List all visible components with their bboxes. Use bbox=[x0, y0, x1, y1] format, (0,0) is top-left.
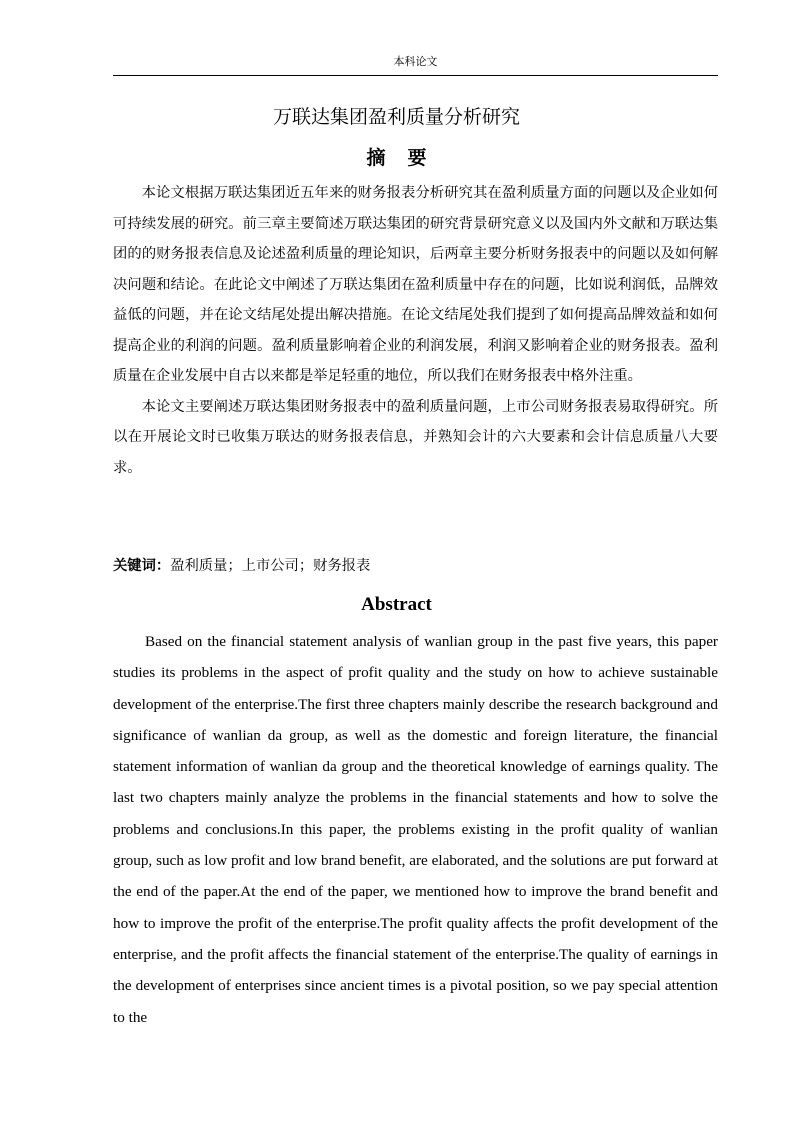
header-text: 本科论文 bbox=[393, 55, 438, 68]
abstract-paragraph-cn: 本论文根据万联达集团近五年来的财务报表分析研究其在盈利质量方面的问题以及企业如何可持续发展的研究。前三章主要简述万联达集团的研究背景研究意义以及国内外文献和万联达集团的的财务报表信息及论述盈利质量的理论知识，后两章主要分析财务报表中的问题以及如何解决问题和结论。在此论文中阐述了万联达集团在盈利质量中存在的问题，比如说利润低，品牌效益低的问题，并在论文结尾处提出解决措施。在论文结尾处我们提到了如何提高品牌效益和如何提高企业的利润的问题。盈利质量影响着企业的利润发展，利润又影响着企业的财务报表。盈利质量在企业发展中自古以来都是举足轻重的地位，所以我们在财务报表中格外注重。 bbox=[113, 185, 718, 384]
paper-title-cn: 万联达集团盈利质量分析研究 bbox=[272, 106, 520, 128]
abstract-body-cn bbox=[113, 178, 718, 483]
keywords-line bbox=[113, 553, 718, 579]
abstract-heading-cn: 摘要 bbox=[366, 147, 449, 169]
abstract-heading-en: Abstract bbox=[361, 594, 432, 615]
keywords-label: 关键词： bbox=[113, 558, 171, 574]
abstract-paragraph-cn: 本论文主要阐述万联达集团财务报表中的盈利质量问题，上市公司财务报表易取得研究。所以在开展论文时已收集万联达的财务报表信息，并熟知会计的六大要素和会计信息质量八大要求。 bbox=[113, 398, 718, 476]
keywords-text: 盈利质量；上市公司；财务报表 bbox=[170, 558, 371, 574]
abstract-body-en: Based on the financial statement analysis of wanlian group in the past five years, this paper studies its problems in the aspect of profit quality and the study on how to achieve sustainable development of the enterprise.The first three chapters mainly describe the research background and significance of wanlian da group, as well as the domestic and foreign literature, the financial statement information of wanlian da group and the theoretical knowledge of earnings quality. The last two chapters mainly analyze the problems in the financial statements and how to solve the problems and conclusions.In this paper, the problems existing in the profit quality of wanlian group, such as low profit and low brand benefit, are elaborated, and the solutions are put forward at the end of the paper.At the end of the paper, we mentioned how to improve the brand benefit and how to improve the profit of the enterprise.The profit quality affects the profit development of the enterprise, and the profit affects the financial statement of the enterprise.The quality of earnings in the development of enterprises since ancient times is a pivotal position, so we pay special attention to the bbox=[113, 633, 718, 1026]
page-header bbox=[113, 55, 718, 76]
